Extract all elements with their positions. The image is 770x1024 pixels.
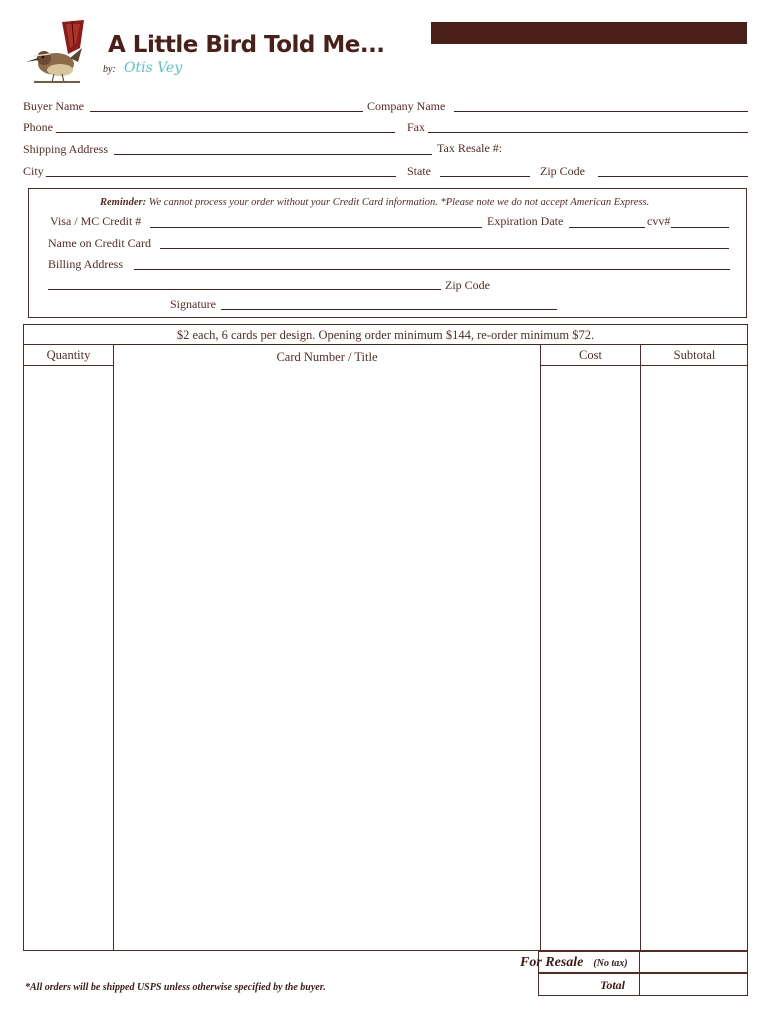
reminder-body: We cannot process your order without your Credit Card information. *Please note we do not accept American Express. [146,197,650,208]
signature-logo: Otis Vey [124,60,183,76]
quantity-column[interactable] [23,344,114,951]
card-number-label: Visa / MC Credit # [50,214,142,228]
signature-label: Signature [170,297,216,311]
shipping-note: *All orders will be shipped USPS unless otherwise specified by the buyer. [25,982,326,993]
state-field[interactable] [440,176,530,177]
city-field[interactable] [46,176,396,177]
for-resale-text: For Resale [520,955,584,970]
bird-logo-icon [20,18,90,84]
shipping-address-field[interactable] [114,154,432,155]
city-label: City [23,164,44,178]
brand-title: A Little Bird Told Me... [108,32,385,58]
reminder-text [100,197,649,208]
subtotal-header: Subtotal [673,348,716,362]
cvv-label: cvv# [647,214,671,228]
total-label: Total [600,978,625,992]
quantity-header: Quantity [46,348,91,362]
reminder-bold: Reminder: [100,197,147,208]
company-name-label: Company Name [367,99,446,113]
name-on-card-field[interactable] [160,248,729,249]
cvv-field[interactable] [671,227,729,228]
phone-label: Phone [23,120,53,134]
fax-label: Fax [407,120,425,134]
quantity-header-rule [23,365,114,366]
for-resale-label [520,953,628,971]
no-tax-text: (No tax) [593,958,628,969]
billing-address-line-2[interactable] [48,289,441,290]
billing-zip-label: Zip Code [445,278,490,292]
state-label: State [407,164,431,178]
cost-header: Cost [579,348,602,362]
phone-field[interactable] [56,132,395,133]
header-bar [431,22,747,44]
cost-header-rule [540,365,748,366]
signature-field[interactable] [221,309,557,310]
expiration-field[interactable] [569,227,645,228]
fax-field[interactable] [428,132,748,133]
card-title-header: Card Number / Title [276,350,378,364]
by-label: by: [103,64,116,75]
buyer-name-field[interactable] [90,111,363,112]
card-number-field[interactable] [150,227,482,228]
billing-address-label: Billing Address [48,257,124,271]
expiration-label: Expiration Date [487,214,564,228]
company-name-field[interactable] [454,111,748,112]
zip-code-field[interactable] [598,176,748,177]
cost-column[interactable] [540,344,641,951]
pricing-note: $2 each, 6 cards per design. Opening order minimum $144, re-order minimum $72. [176,328,595,342]
tax-resale-label: Tax Resale #: [437,141,503,155]
billing-address-field[interactable] [134,269,730,270]
shipping-address-label: Shipping Address [23,142,109,156]
name-on-card-label: Name on Credit Card [48,236,151,250]
zip-code-label: Zip Code [540,164,585,178]
total-value-field[interactable] [640,974,747,995]
buyer-name-label: Buyer Name [23,99,84,113]
